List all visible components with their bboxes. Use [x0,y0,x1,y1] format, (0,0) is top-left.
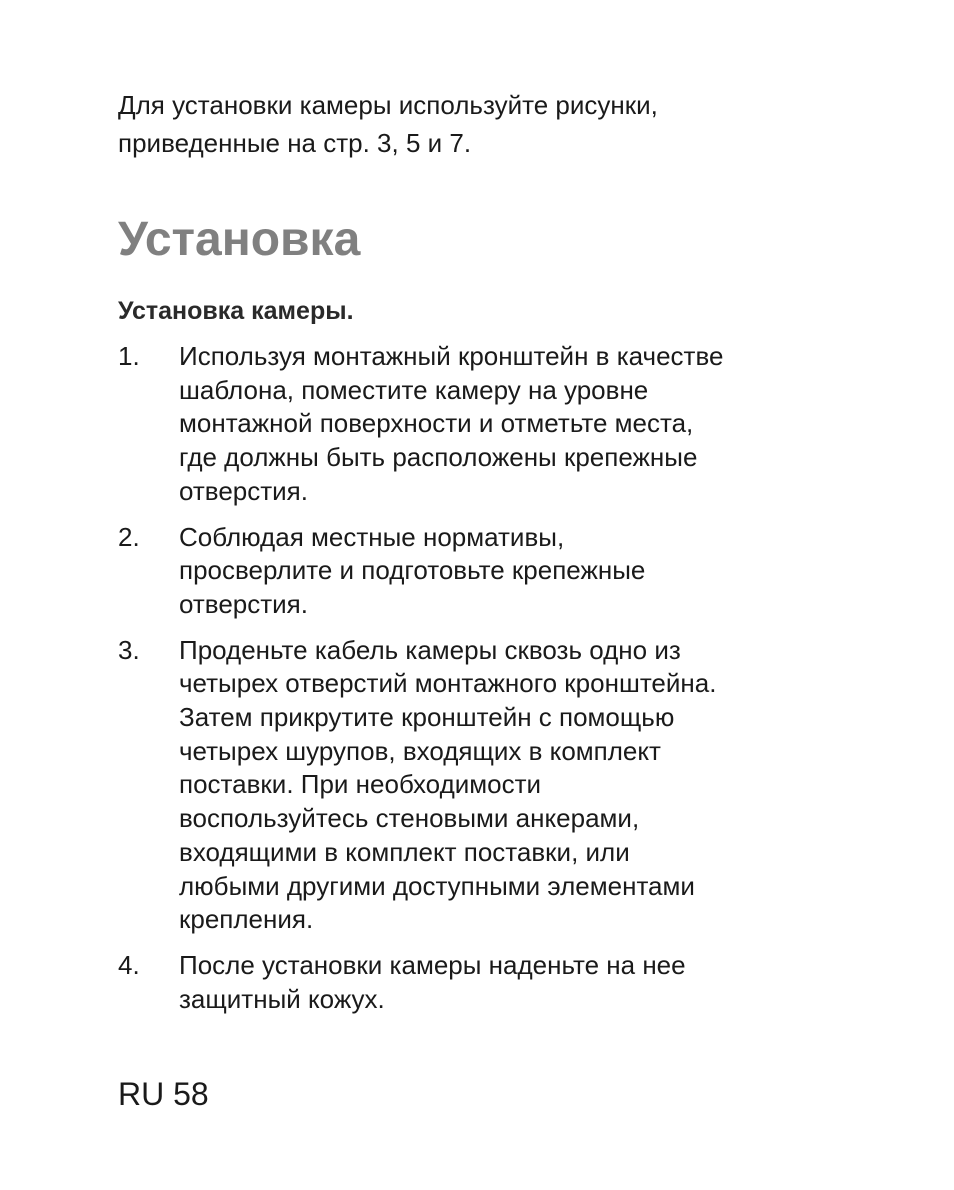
subheading: Установка камеры. [118,297,354,325]
intro-line: Для установки камеры используйте рисунки, [118,90,658,120]
step-line: четырех шурупов, входящих в комплект [179,735,661,766]
step-line: входящими в комплект поставки, или [179,836,630,867]
intro-line: приведенные на стр. 3, 5 и 7. [118,128,472,158]
page-number: RU 58 [118,1076,209,1112]
step-text [179,949,838,1016]
step-line: защитный кожух. [179,983,385,1014]
step-item [118,340,838,509]
step-line: любыми другими доступными элементами [179,870,695,901]
step-line: монтажной поверхности и отметьте места, [179,408,694,439]
step-number: 4. [118,949,140,980]
step-item [118,949,838,1016]
document-page [118,0,838,1190]
step-line: Соблюдая местные нормативы, [179,521,565,552]
step-number: 2. [118,521,140,552]
step-item [118,634,838,937]
step-line: Проденьте кабель камеры сквозь одно из [179,634,681,665]
step-number: 1. [118,341,140,371]
step-line: отверстия. [179,475,308,506]
step-line: крепления. [179,904,314,935]
step-text [179,521,838,622]
section-title: Установка [118,213,361,266]
step-line: шаблона, поместите камеру на уровне [179,374,649,405]
step-line: поставки. При необходимости [179,769,542,800]
step-line: Используя монтажный кронштейн в качестве [179,341,724,371]
step-item [118,521,838,622]
step-line: Затем прикрутите кронштейн с помощью [179,702,675,733]
step-line: где должны быть расположены крепежные [179,442,698,473]
step-line: После установки камеры наденьте на нее [179,949,686,980]
step-line: отверстия. [179,588,308,619]
step-line: воспользуйтесь стеновыми анкерами, [179,803,640,834]
step-text [179,340,838,509]
step-line: просверлите и подготовьте крепежные [179,555,646,586]
step-text [179,634,838,937]
step-number: 3. [118,634,140,665]
step-line: четырех отверстий монтажного кронштейна. [179,668,717,699]
intro-paragraph [118,86,818,162]
steps-list [118,340,838,1028]
